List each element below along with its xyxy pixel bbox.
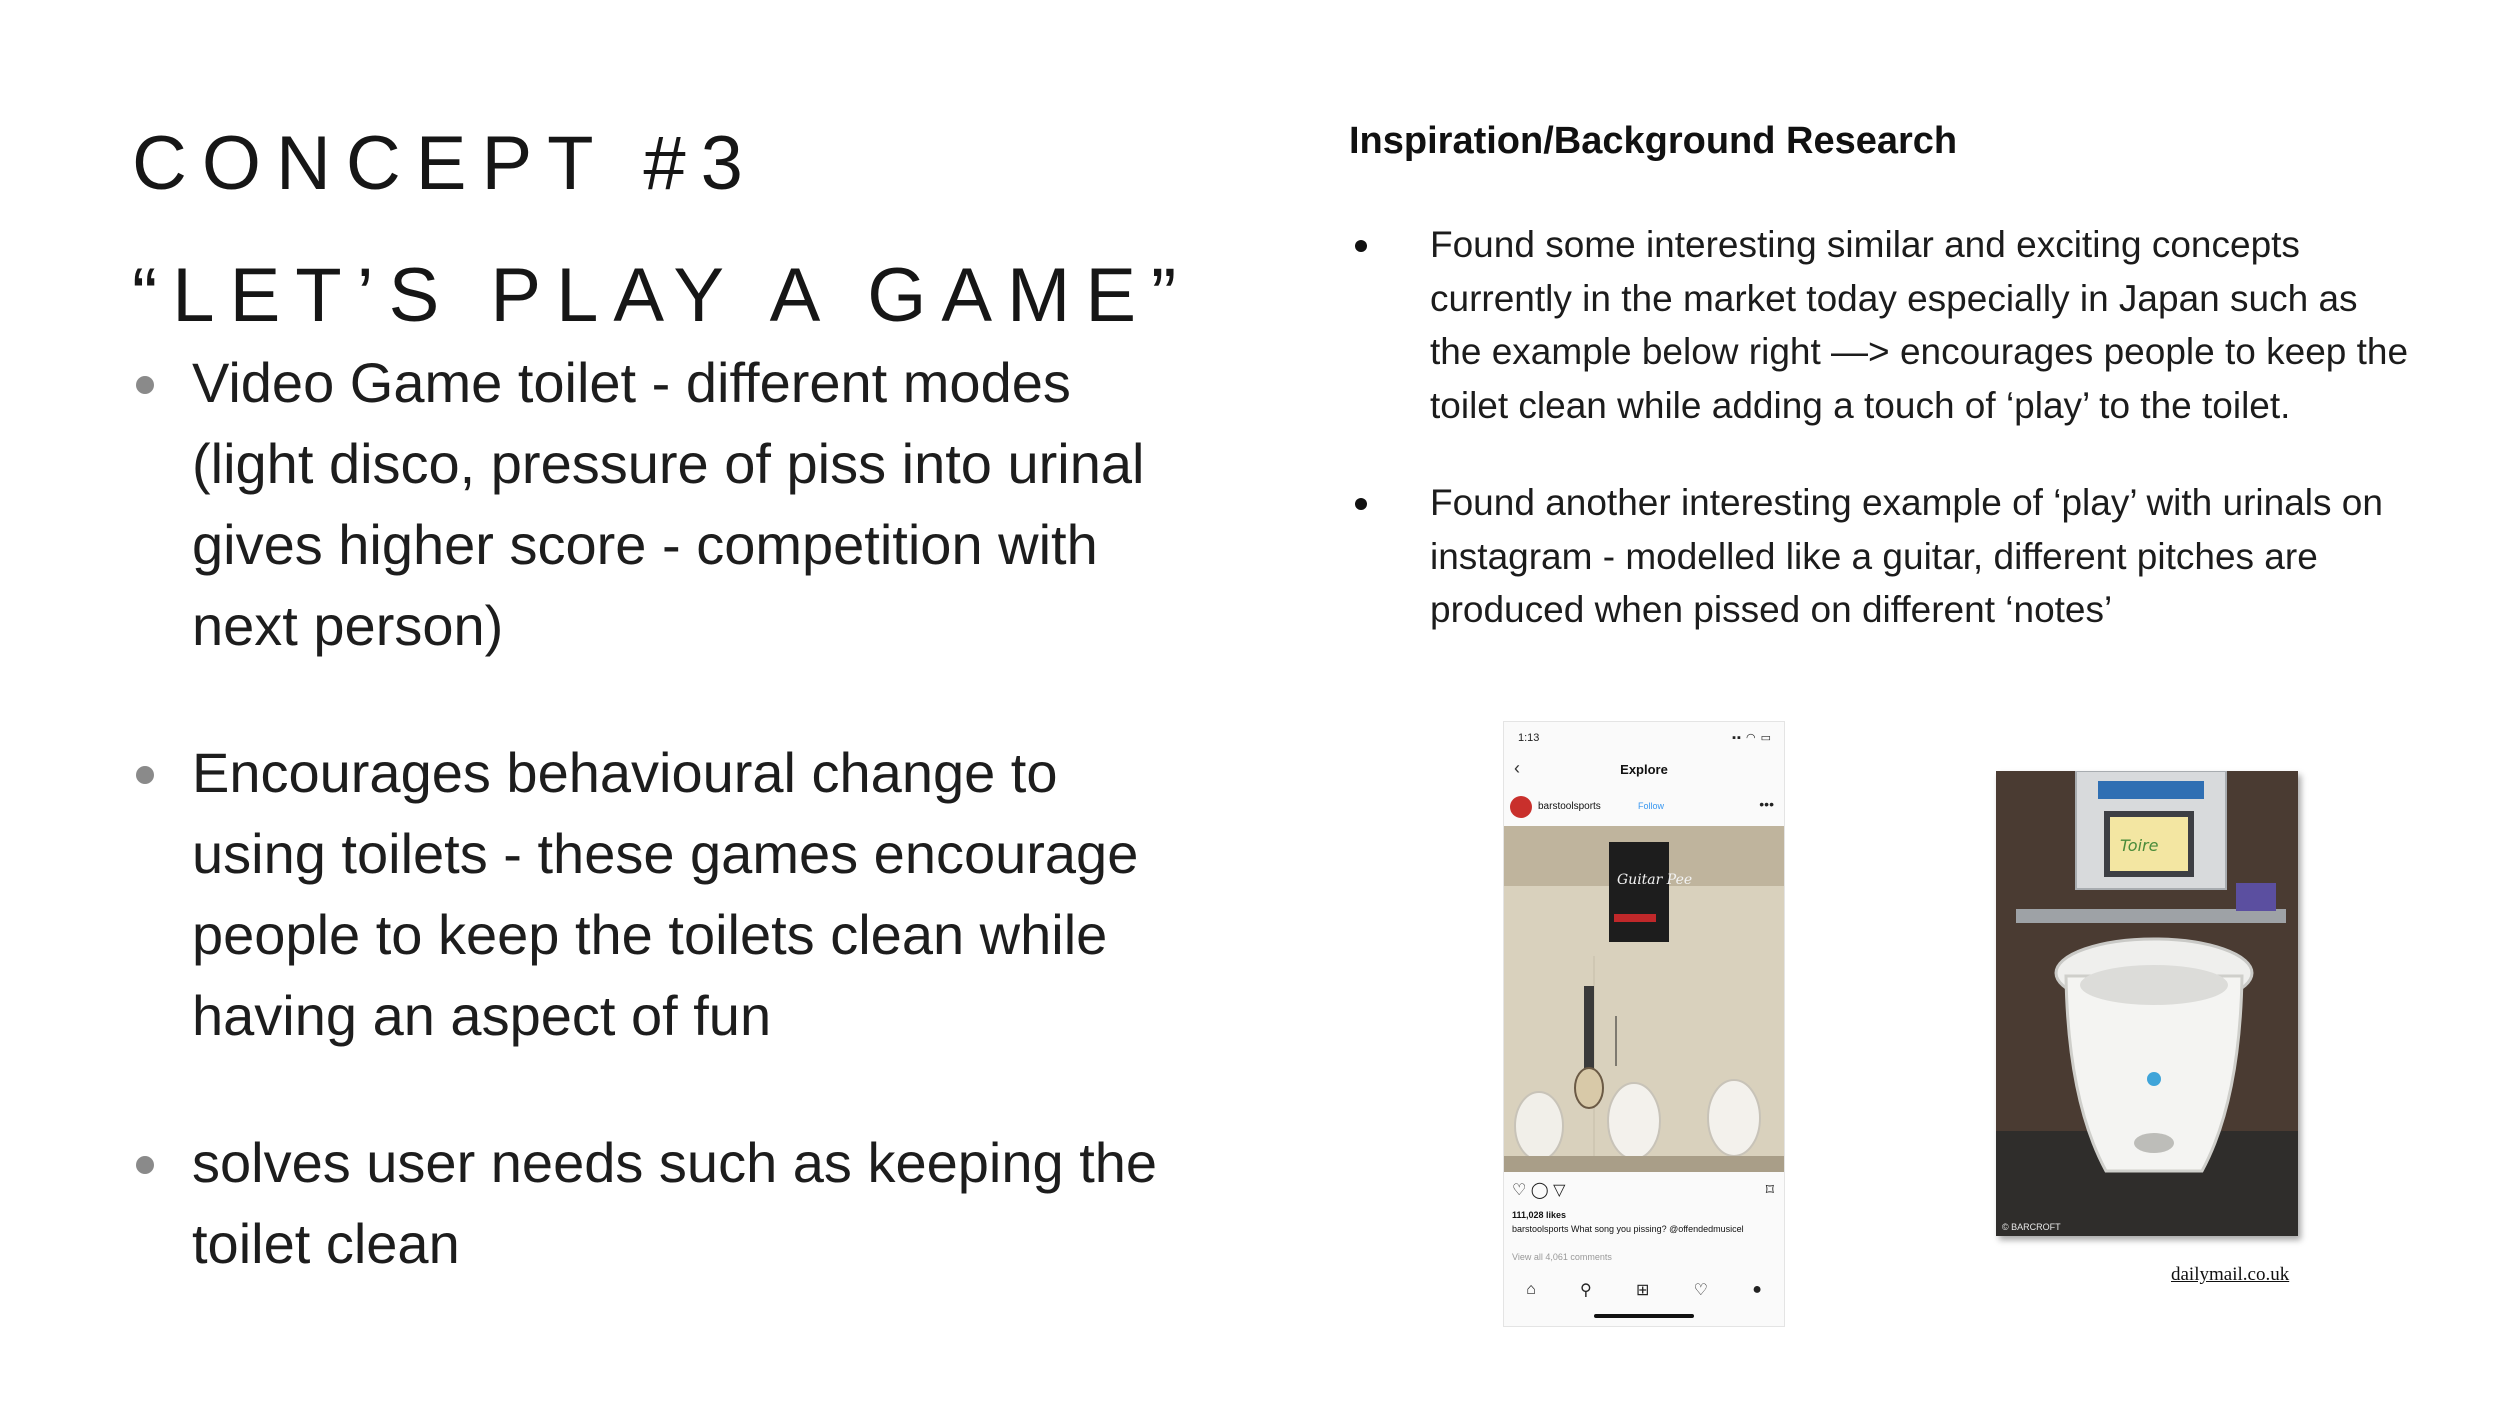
- bullet-icon: [136, 376, 154, 394]
- avatar: [1510, 796, 1532, 818]
- list-item: [1349, 218, 2409, 432]
- explore-title: Explore: [1620, 762, 1668, 777]
- bullet-icon: [136, 766, 154, 784]
- bookmark-icon: ⌑: [1765, 1182, 1774, 1199]
- more-options-icon: •••: [1759, 796, 1774, 812]
- page-title: [132, 98, 1191, 362]
- urinal-illustration: [1996, 771, 2298, 1236]
- bullet-text: Encourages behavioural change to using toilets - these games encourage people to keep the toilets clean while having an aspect of fun: [192, 741, 1139, 1047]
- back-arrow-icon: ‹: [1514, 758, 1520, 778]
- bullet-text: solves user needs such as keeping the toilet clean: [192, 1131, 1158, 1275]
- bullet-icon: [1355, 498, 1367, 510]
- guitar-urinal-illustration: [1504, 826, 1784, 1172]
- post-header: [1510, 792, 1778, 822]
- bullet-text: Video Game toilet - different modes (light disco, pressure of piss into urinal gives higher score - competition with next person): [192, 351, 1145, 657]
- heart-icon: ♡: [1693, 1282, 1708, 1299]
- instagram-screenshot: [1504, 722, 1784, 1326]
- profile-icon: ●: [1752, 1281, 1762, 1298]
- list-item: [132, 342, 1192, 666]
- bullet-icon: [1355, 240, 1367, 252]
- follow-link: Follow: [1638, 801, 1665, 811]
- research-heading: Inspiration/Background Research: [1349, 120, 1958, 162]
- home-icon: ⌂: [1526, 1281, 1536, 1298]
- home-indicator: [1594, 1314, 1694, 1318]
- post-caption: barstoolsports What song you pissing? @offendedmusicel: [1512, 1224, 1744, 1234]
- photo-credit: © BARCROFT: [2002, 1222, 2061, 1232]
- guitar-urinal-photo: [1504, 826, 1784, 1172]
- list-item: [1349, 476, 2409, 637]
- add-post-icon: ⊞: [1635, 1282, 1650, 1299]
- list-item: [132, 1122, 1192, 1284]
- japanese-urinal-photo: [1996, 771, 2298, 1236]
- view-comments-link: View all 4,061 comments: [1512, 1252, 1612, 1262]
- source-link[interactable]: dailymail.co.uk: [2171, 1264, 2290, 1285]
- urinal-screen-text: Toire: [2120, 836, 2159, 855]
- concept-bullet-list: [132, 342, 1192, 1350]
- bullet-text: Found another interesting example of ‘play’ with urinals on instagram - modelled like a guitar, different pitches are produced when pissed on different ‘notes’: [1430, 482, 2383, 630]
- research-bullet-list: [1349, 218, 2409, 681]
- bullet-text: Found some interesting similar and exciting concepts currently in the market today especially in Japan such as the example below right —> encourages people to keep the toilet clean while adding a touch of ‘play’ to the toilet.: [1430, 224, 2409, 426]
- title-line-1: CONCEPT #3: [132, 121, 758, 206]
- list-item: [132, 732, 1192, 1056]
- title-line-2: “LET’S PLAY A GAME”: [132, 253, 1192, 338]
- post-username: barstoolsports: [1538, 801, 1601, 812]
- status-icons: ▪▪ ◠ ▭: [1732, 732, 1772, 744]
- likes-count: 111,028 likes: [1512, 1210, 1567, 1220]
- search-icon: ⚲: [1580, 1282, 1592, 1299]
- sign-text: Guitar Pee: [1617, 872, 1693, 888]
- bullet-icon: [136, 1156, 154, 1174]
- status-time: 1:13: [1518, 732, 1540, 744]
- tab-bar: [1504, 1270, 1784, 1310]
- post-action-icons: ♡ ◯ ▽: [1512, 1182, 1566, 1199]
